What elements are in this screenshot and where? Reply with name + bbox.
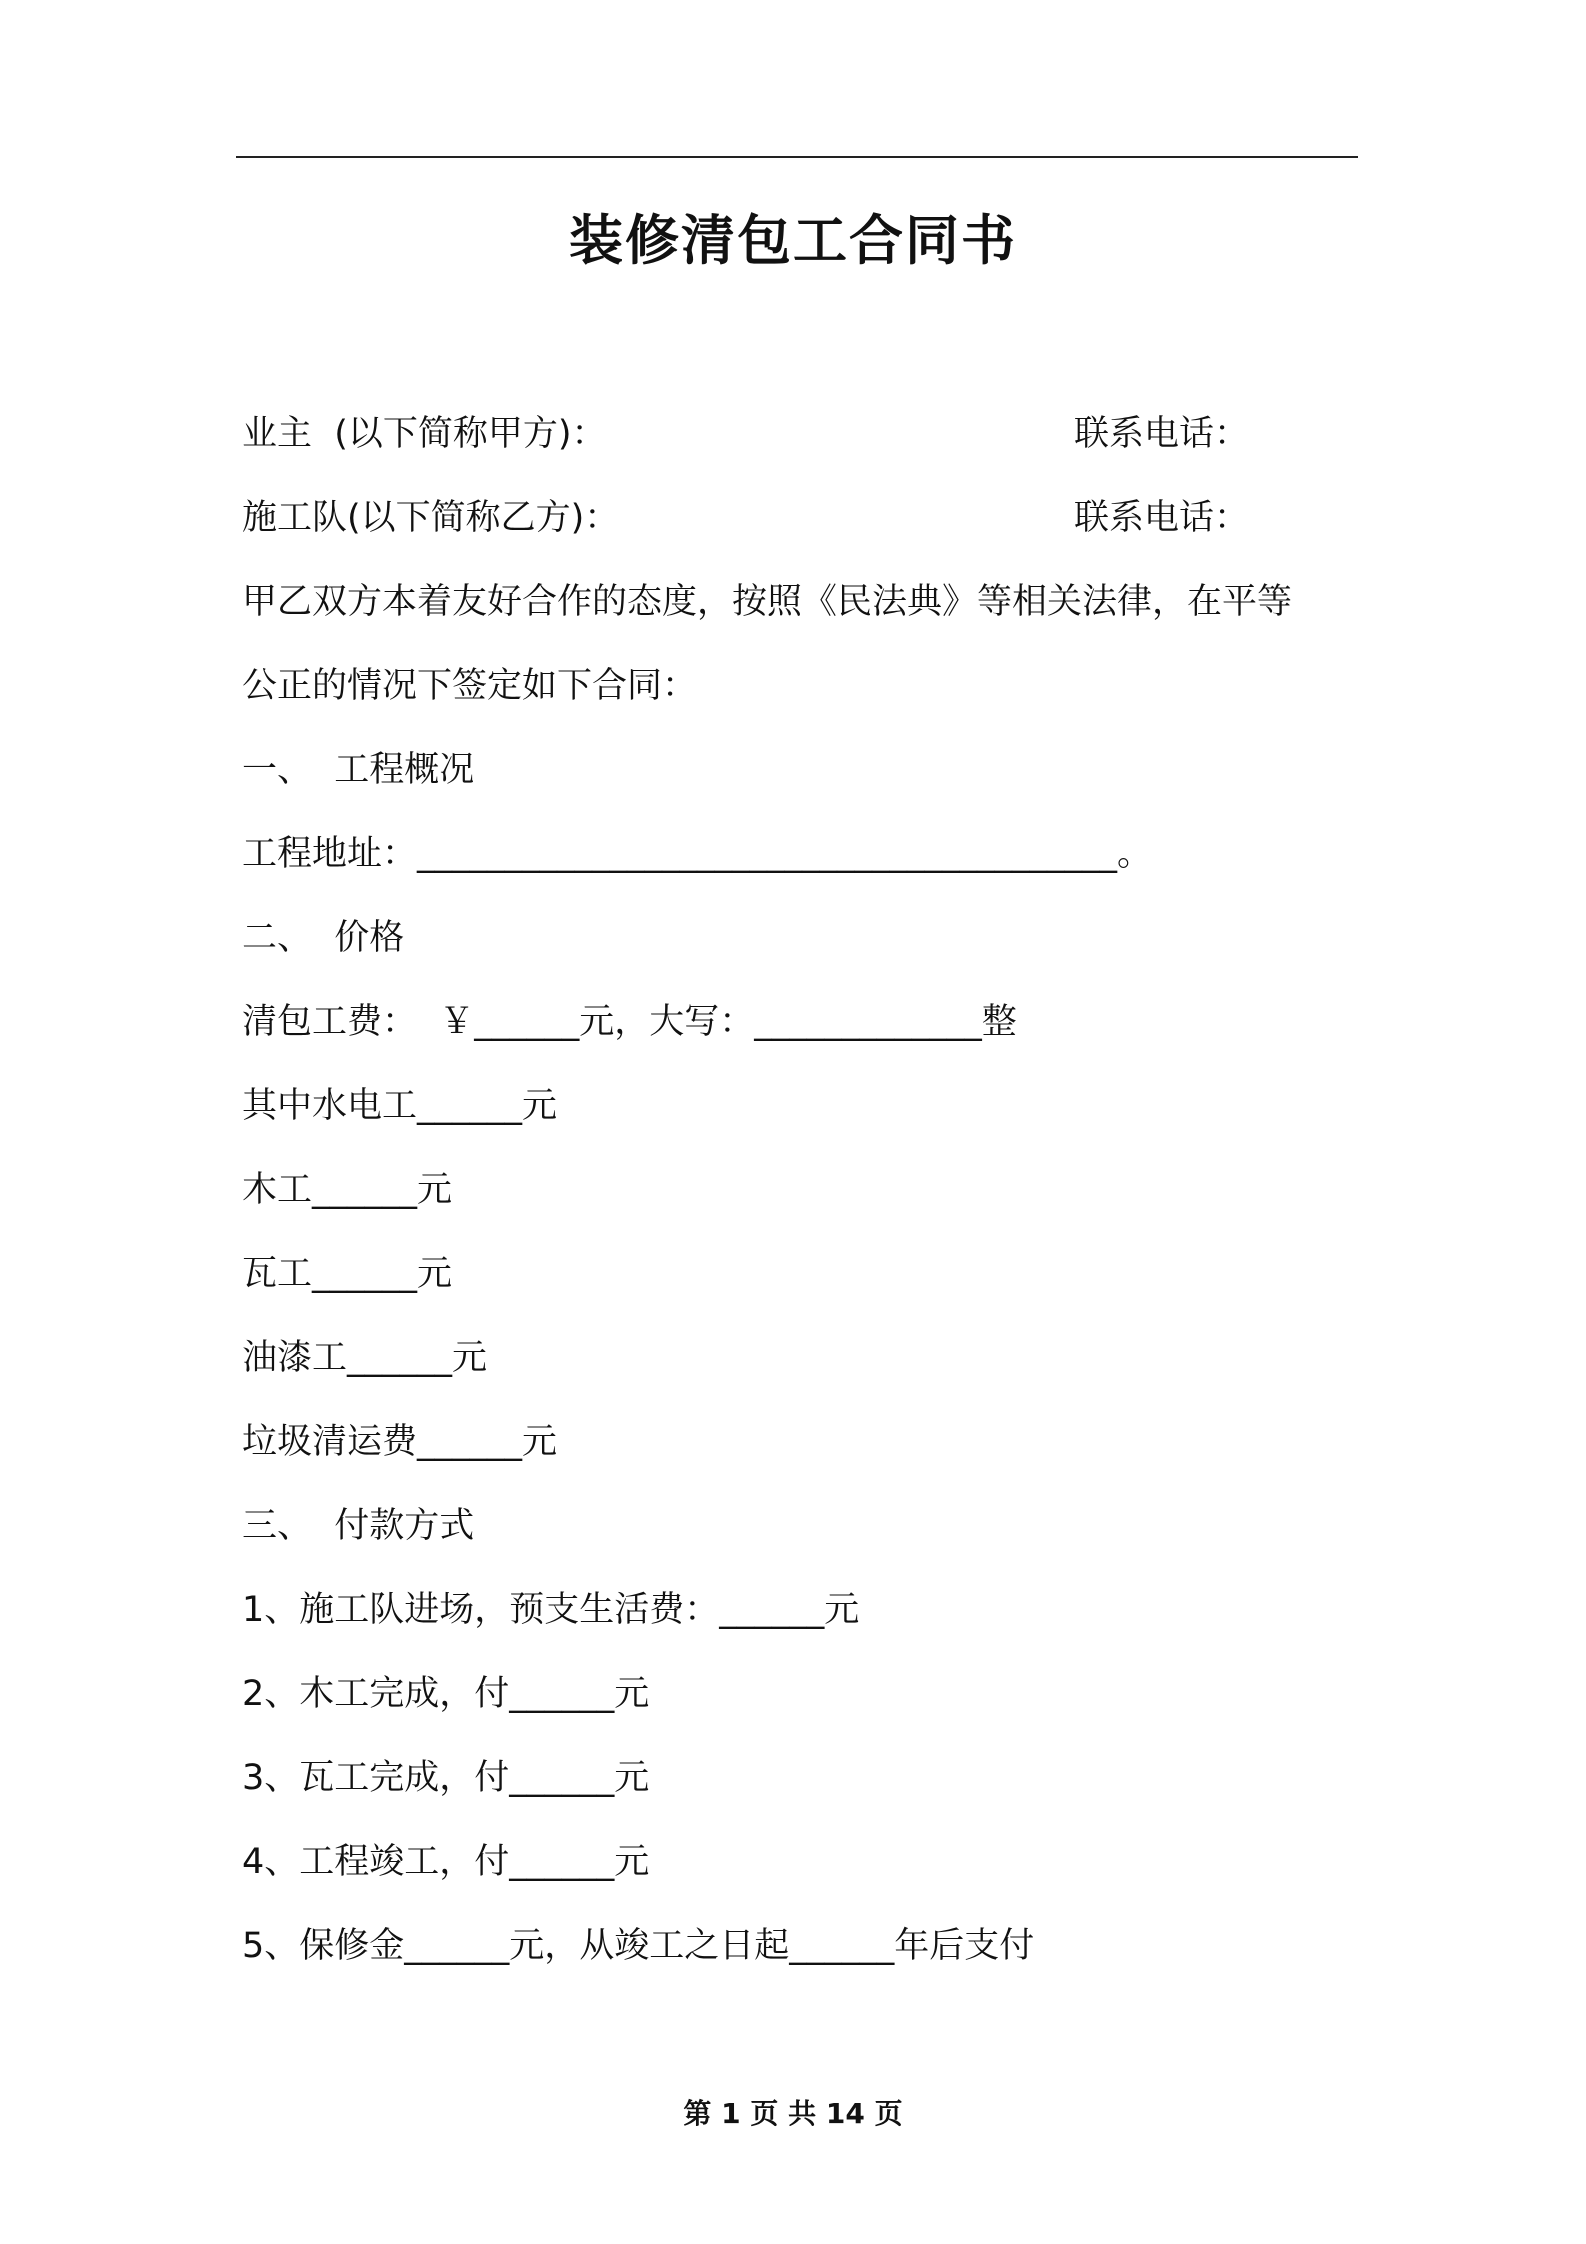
intro-paragraph-line-2: 公正的情况下签定如下合同： bbox=[242, 666, 698, 706]
page-number-footer: 第 1 页 共 14 页 bbox=[683, 2097, 903, 2130]
payment-item-4: 4、工程竣工，付______元 bbox=[242, 1842, 650, 1882]
plumbing-electrical-fee: 其中水电工______元 bbox=[242, 1086, 558, 1126]
header-rule bbox=[236, 156, 1358, 158]
section-heading-overview: 一、 工程概况 bbox=[242, 750, 475, 790]
tiling-fee: 瓦工______元 bbox=[242, 1254, 453, 1294]
garbage-removal-fee: 垃圾清运费______元 bbox=[242, 1422, 558, 1462]
labor-fee-line: 清包工费： ￥______元，大写：_____________整 bbox=[242, 1002, 1017, 1042]
payment-item-1: 1、施工队进场，预支生活费：______元 bbox=[242, 1590, 860, 1630]
party-a-phone-label: 联系电话： bbox=[1074, 414, 1250, 454]
payment-item-3: 3、瓦工完成，付______元 bbox=[242, 1758, 650, 1798]
party-b-phone-label: 联系电话： bbox=[1074, 498, 1250, 538]
section-heading-payment: 三、 付款方式 bbox=[242, 1506, 475, 1546]
project-address-line: 工程地址：________________________________________。 bbox=[242, 834, 1153, 874]
intro-paragraph-line-1: 甲乙双方本着友好合作的态度，按照《民法典》等相关法律，在平等 bbox=[242, 582, 1293, 622]
payment-item-5: 5、保修金______元，从竣工之日起______年后支付 bbox=[242, 1926, 1035, 1966]
party-b-label: 施工队(以下简称乙方)： bbox=[242, 498, 620, 538]
payment-item-2: 2、木工完成，付______元 bbox=[242, 1674, 650, 1714]
section-heading-price: 二、 价格 bbox=[242, 918, 405, 958]
carpentry-fee: 木工______元 bbox=[242, 1170, 453, 1210]
document-title: 装修清包工合同书 bbox=[569, 209, 1017, 272]
party-a-label: 业主 (以下简称甲方)： bbox=[242, 414, 607, 454]
painting-fee: 油漆工______元 bbox=[242, 1338, 488, 1378]
